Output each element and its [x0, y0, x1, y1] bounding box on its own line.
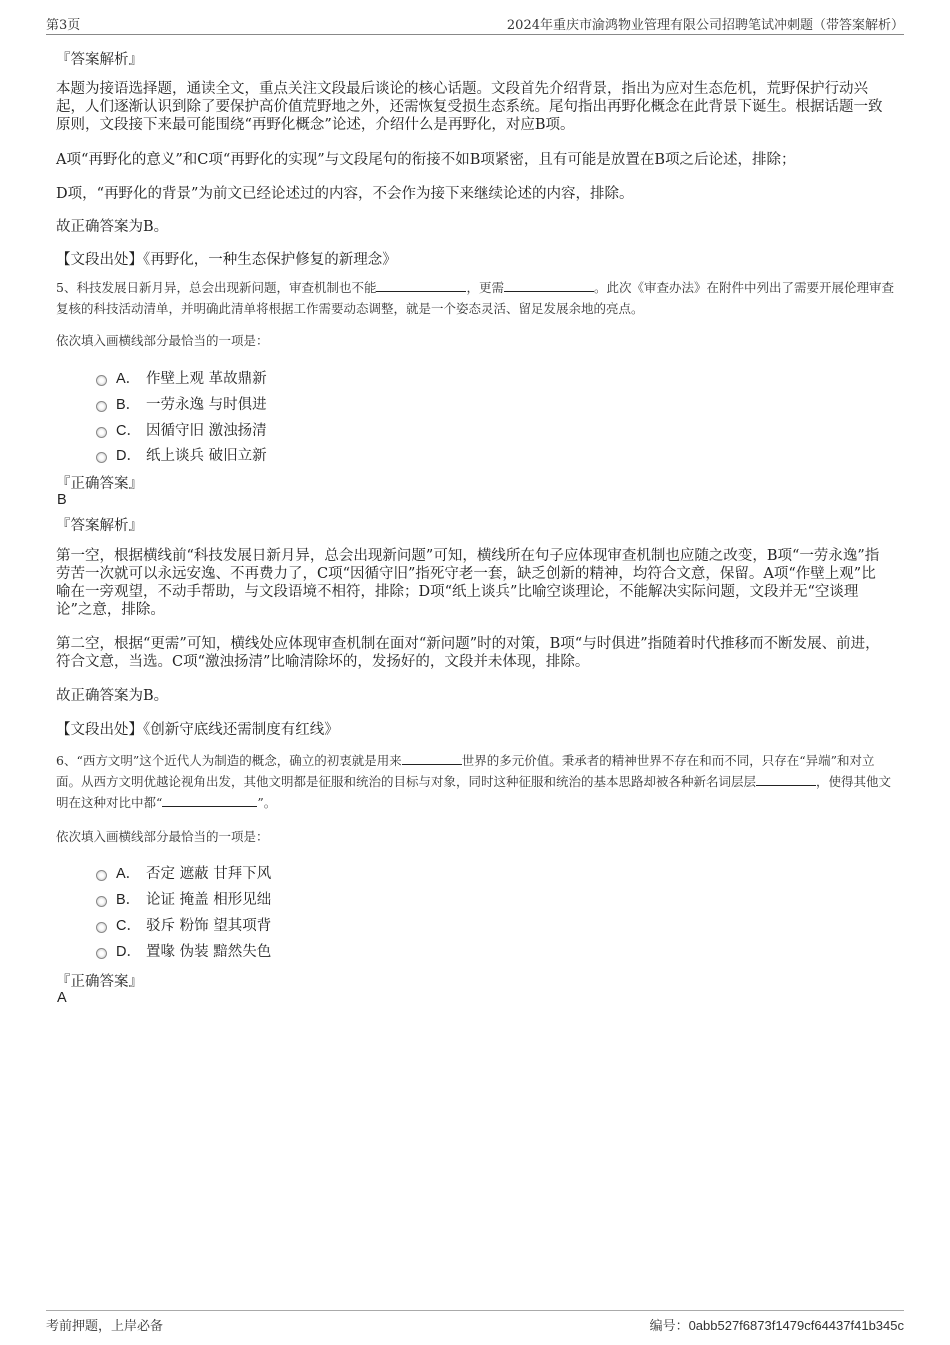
q6-correct-answer: A: [57, 990, 67, 1006]
document-id: 编号：0abb527f6873f1479cf64437f41b345c: [649, 1318, 904, 1333]
q5-answer-summary: 故正确答案为B。: [56, 688, 169, 704]
q6-stem: 6、“西方文明”这个近代人为制造的概念，确立的初衷就是用来 世界的多元价值。秉承者的精神世界不存在和而不同，只存在“异端”和对立面。从西方文明优越论视角出发，其他文明都是征服和统治的目标与对象，同时这种征服和统治的基本思路却被各种新名词层层 ，使得其他文明在这种对比中都“ ”。: [56, 753, 892, 810]
footer-slogan: 考前押题，上岸必备: [46, 1319, 164, 1334]
radio-icon[interactable]: [96, 896, 107, 907]
q5-correct-answer: B: [57, 492, 67, 508]
radio-icon[interactable]: [96, 922, 107, 933]
q4-analysis-p3: D项，“再野化的背景”为前文已经论述过的内容，不会作为接下来继续论述的内容，排除。: [56, 186, 634, 202]
q4-analysis-p2: A项“再野化的意义”和C项“再野化的实现”与文段尾句的衔接不如B项紧密，且有可能是放置在B项之后论述，排除；: [56, 152, 796, 168]
q5-option-a[interactable]: A． 作壁上观 革故鼎新: [96, 366, 267, 388]
radio-icon[interactable]: [96, 375, 107, 386]
q6-correct-label: 『正确答案』: [56, 974, 143, 990]
radio-icon[interactable]: [96, 948, 107, 959]
page-header: [46, 14, 904, 35]
page-footer: [46, 1310, 904, 1333]
q6-option-c[interactable]: C． 驳斥 粉饰 望其项背: [96, 913, 271, 935]
document-title: 2024年重庆市渝鸿物业管理有限公司招聘笔试冲刺题（带答案解析）: [506, 18, 904, 33]
q4-answer-summary: 故正确答案为B。: [56, 219, 169, 235]
radio-icon[interactable]: [96, 870, 107, 881]
q4-source: 【文段出处】《再野化，一种生态保护修复的新理念》: [56, 252, 397, 268]
q5-correct-label: 『正确答案』: [56, 476, 143, 492]
q4-analysis-p1: 本题为接语选择题，通读全文，重点关注文段最后谈论的核心话题。文段首先介绍背景，指出为应对生态危机，荒野保护行动兴起，人们逐渐认识到除了要保护高价值荒野地之外，还需恢复受损生态系统。尾句指出再野化概念在此背景下诞生。根据话题一致原则，文段接下来最可能围绕“再野化概念”论述，介绍什么是再野化，对应B项。: [56, 81, 883, 133]
q5-option-b[interactable]: B． 一劳永逸 与时俱进: [96, 392, 267, 414]
q5-analysis-label: 『答案解析』: [56, 518, 143, 534]
q5-blank-1: [376, 279, 466, 292]
q5-option-c[interactable]: C． 因循守旧 激浊扬清: [96, 418, 267, 440]
q5-analysis-p1: 第一空，根据横线前“科技发展日新月异，总会出现新问题”可知，横线所在句子应体现审查机制也应随之改变，B项“一劳永逸”指劳苦一次就可以永远安逸、不再费力了，C项“因循守旧”指死守老一套，缺乏创新的精神，均符合文意，保留。A项“作壁上观”比喻在一旁观望，不动手帮助，与文段语境不相符，排除；D项“纸上谈兵”比喻空谈理论，不能解决实际问题，文段并无“空谈理论”之意，排除。: [56, 548, 880, 618]
q5-blank-2: [504, 279, 594, 292]
page-number: 第3页: [46, 18, 81, 33]
q5-source: 【文段出处】《创新守底线还需制度有红线》: [56, 722, 339, 738]
q4-analysis-label: 『答案解析』: [56, 52, 143, 68]
q5-stem: 5、科技发展日新月异，总会出现新问题，审查机制也不能 ，更需 。此次《审查办法》在附件中列出了需要开展伦理审查复核的科技活动清单，并明确此清单将根据工作需要动态调整，就是一个姿态灵活、留足发展余地的亮点。: [56, 280, 894, 316]
q5-option-d[interactable]: D． 纸上谈兵 破旧立新: [96, 443, 267, 465]
q6-blank-1: [402, 752, 462, 765]
q5-analysis-p2: 第二空，根据“更需”可知，横线处应体现审查机制在面对“新问题”时的对策，B项“与时俱进”指随着时代推移而不断发展、前进，符合文意，当选。C项“激浊扬清”比喻清除坏的，发扬好的，文段并未体现，排除。: [56, 636, 880, 670]
radio-icon[interactable]: [96, 427, 107, 438]
q6-option-b[interactable]: B． 论证 掩盖 相形见绌: [96, 887, 271, 909]
q6-prompt: 依次填入画横线部分最恰当的一项是：: [56, 829, 269, 844]
radio-icon[interactable]: [96, 452, 107, 463]
q5-prompt: 依次填入画横线部分最恰当的一项是：: [56, 333, 269, 348]
q6-option-a[interactable]: A． 否定 遮蔽 甘拜下风: [96, 861, 271, 883]
q6-blank-2: [756, 773, 816, 786]
q6-blank-3: [162, 794, 257, 807]
radio-icon[interactable]: [96, 401, 107, 412]
q6-option-d[interactable]: D． 置喙 伪装 黯然失色: [96, 939, 271, 961]
